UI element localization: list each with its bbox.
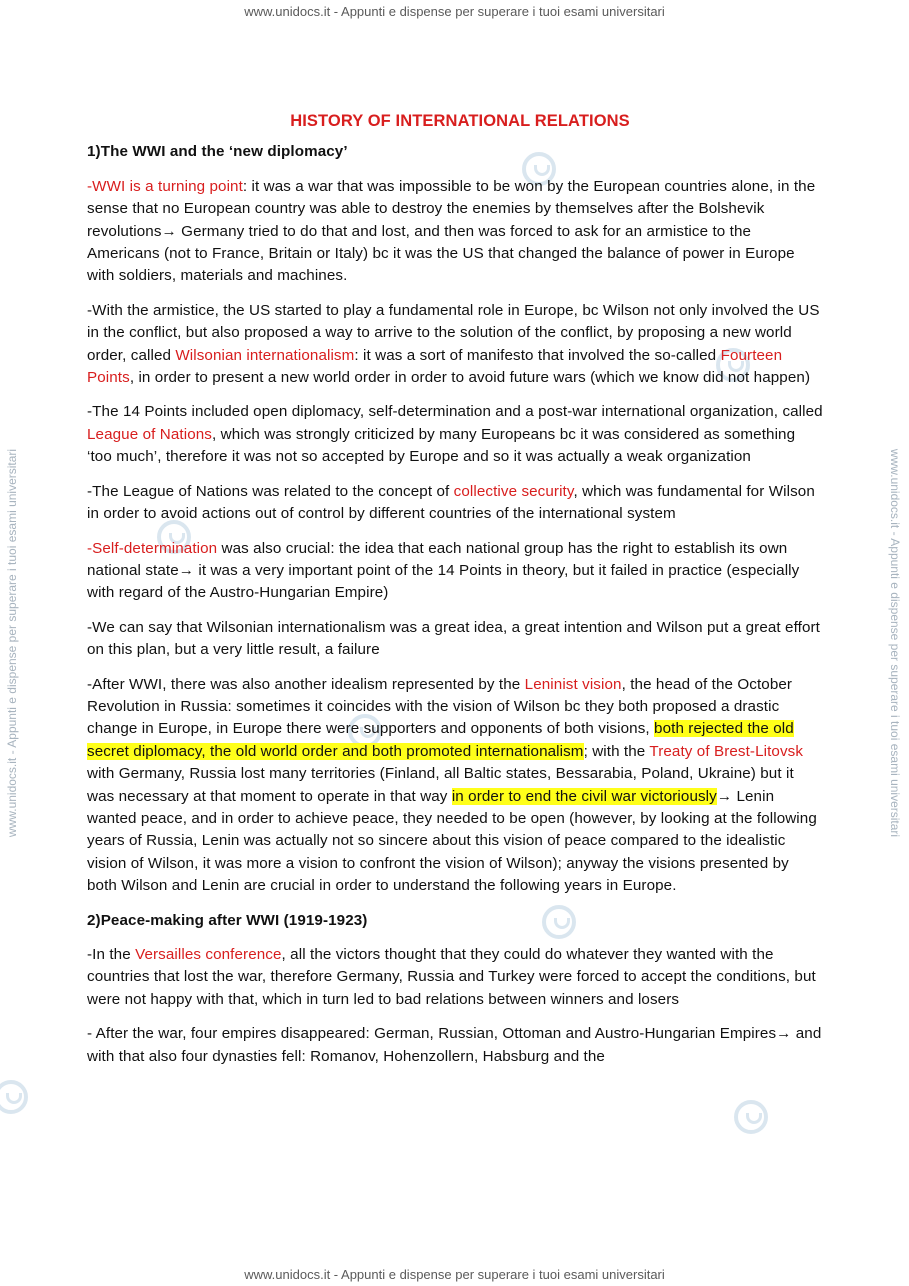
paragraph-text: with Germany, Russia lost many territories (Finland, all Baltic states, Bessarabia, Poland, Ukraine) but it was necessary at that moment to operate in that way xyxy=(87,765,794,805)
key-term: League of Nations xyxy=(87,425,212,443)
paragraph-text: , which was strongly criticized by many Europeans bc it was considered as something ‘too much’, therefore it was not so accepted by Europe and so it was actually a weak organization xyxy=(87,425,796,466)
unidocs-logo-icon xyxy=(734,1100,768,1134)
section-heading: 1)The WWI and the ‘new diplomacy’ xyxy=(87,143,348,161)
section-heading: 2)Peace-making after WWI (1919-1923) xyxy=(87,911,368,929)
paragraph xyxy=(87,538,823,605)
paragraph xyxy=(87,481,823,526)
paragraph-text: -After WWI, there was also another idealism represented by the xyxy=(87,675,525,693)
key-term: -WWI is a turning point xyxy=(87,177,243,195)
paragraph-text: , the head of the October Revolution in Russia: sometimes it coincides with the vision of Wilson bc they both proposed a drastic change in Europe, in Europe there were supporters and opponents of both visions, xyxy=(87,675,793,738)
paragraph-text: , which was fundamental for Wilson in order to avoid actions out of control by different countries of the international system xyxy=(87,482,815,523)
document-body xyxy=(87,104,823,1080)
paragraph-text: -The 14 Points included open diplomacy, self-determination and a post-war international organization, called xyxy=(87,403,823,421)
paragraph xyxy=(87,401,823,468)
paragraph-text: -In the xyxy=(87,946,136,963)
paragraph-text: ; with the xyxy=(583,742,650,760)
paragraph-text: was also crucial: the idea that each national group has the right to establish its own national state→ it was a very important point of the 14 Points in theory, but it failed in practice (especially with regard of the Austro-Hungarian Empire) xyxy=(87,539,800,602)
paragraph-text: , in order to present a new world order in order to avoid future wars (which we know did not happen) xyxy=(129,369,811,387)
key-term: Versailles conference xyxy=(135,946,282,963)
paragraph: -We can say that Wilsonian internationalism was a great idea, a great intention and Wilson put a great effort on this plan, but a very little result, a failure xyxy=(87,618,820,659)
key-term: Fourteen Points xyxy=(87,346,783,387)
paragraph xyxy=(87,674,823,898)
paragraph xyxy=(87,300,823,390)
paragraph-text: : it was a sort of manifesto that involved the so-called xyxy=(354,346,721,364)
header-watermark: www.unidocs.it - Appunti e dispense per superare i tuoi esami universitari xyxy=(244,4,665,19)
paragraph-text: -With the armistice, the US started to play a fundamental role in Europe, bc Wilson not only involved the US in the conflict, but also proposed a way to arrive to the solution of the conflict, by proposing a new world order, called xyxy=(87,301,820,364)
right-side-watermark xyxy=(885,0,905,1286)
paragraph xyxy=(87,176,823,288)
key-term: Treaty of Brest-Litovsk xyxy=(649,742,804,760)
paragraph: - After the war, four empires disappeared: German, Russian, Ottoman and Austro-Hungarian Empires→ and with that also four dynasties fell: Romanov, Hohenzollern, Habsburg and the xyxy=(87,1025,822,1065)
key-term: -Self-determination xyxy=(87,539,218,557)
footer-watermark: www.unidocs.it - Appunti e dispense per superare i tuoi esami universitari xyxy=(244,1267,665,1282)
right-side-watermark-text: www.unidocs.it - Appunti e dispense per superare i tuoi esami universitari xyxy=(888,448,902,838)
highlighted-text: both rejected the old secret diplomacy, the old world order and both promoted internationalism xyxy=(87,720,794,760)
highlighted-text: in order to end the civil war victoriously xyxy=(451,787,717,805)
paragraph-text: → Lenin wanted peace, and in order to achieve peace, they needed to be open (however, by looking at the following years of Russia, Lenin was actually not so sincere about this vision of peace compared to the idealistic vision of Wilson, it was more a vision to confront the vision of Wilson); anyway the visions presented by both Wilson and Lenin are crucial in order to understand the following years in Europe. xyxy=(87,787,817,895)
document-title: HISTORY OF INTERNATIONAL RELATIONS xyxy=(290,112,630,130)
paragraph-text: : it was a war that was impossible to be won by the European countries alone, in the sense that no European country was able to destroy the enemies by themselves after the Bolshevik revolutions→ Germany tried to do that and lost, and then was forced to ask for an armistice to the Americans (not to France, Britain or Italy) bc it was the US that changed the balance of power in Europe with soldiers, materials and machines. xyxy=(87,177,816,285)
paragraph xyxy=(87,944,823,1011)
left-side-watermark-text: www.unidocs.it - Appunti e dispense per superare i tuoi esami universitari xyxy=(5,448,19,838)
key-term: Leninist vision xyxy=(524,675,622,693)
key-term: collective security xyxy=(453,482,574,500)
key-term: Wilsonian internationalism xyxy=(175,346,355,364)
unidocs-logo-icon xyxy=(0,1080,28,1114)
paragraph-text: -The League of Nations was related to the concept of xyxy=(87,482,454,500)
paragraph-text: , all the victors thought that they could do whatever they wanted with the countries that lost the war, therefore Germany, Russia and Turkey were forced to accept the conditions, but were not happy with that, which in turn led to bad relations between winners and losers xyxy=(87,946,816,1008)
